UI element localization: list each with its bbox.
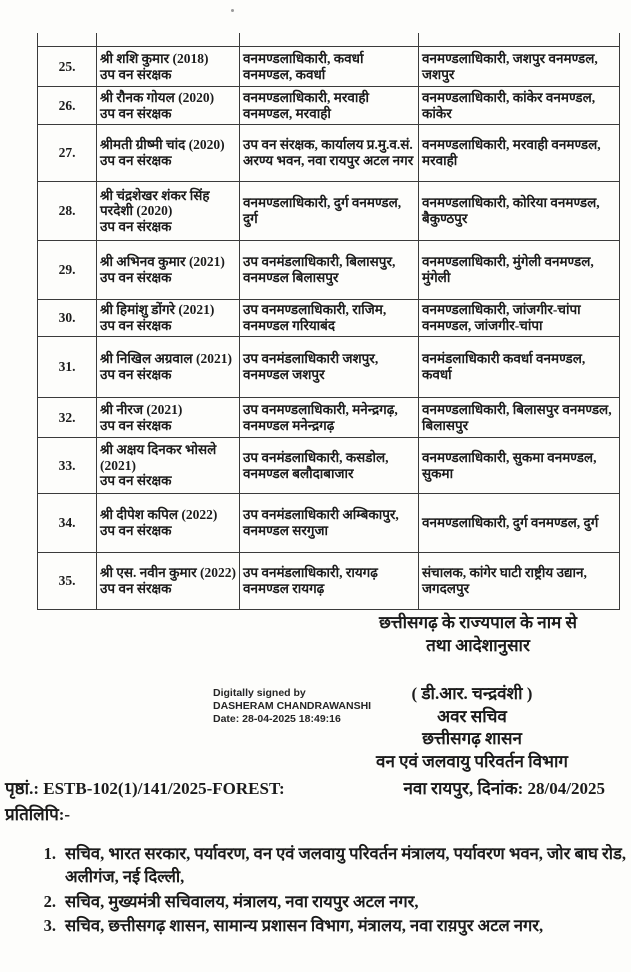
officer-name: श्री शशि कुमार (2018): [100, 50, 209, 66]
officer-name: श्री निखिल अग्रवाल (2021): [100, 351, 232, 367]
officer-name: श्री अक्षय दिनकर भोसले (2021): [100, 442, 217, 473]
new-posting-cell: वनमण्डलाधिकारी, जांजगीर-चांपा वनमण्डल, जांजगीर-चांपा: [419, 300, 620, 337]
officer-cell: [97, 438, 240, 494]
officer-name: श्रीमती ग्रीष्मी चांद (2020): [100, 137, 225, 153]
current-posting-cell: उप वनमंडलाधिकारी अम्बिकापुर, वनमण्डल सरगुजा: [240, 494, 419, 553]
officer-cell: [97, 300, 240, 337]
new-posting-cell: वनमण्डलाधिकारी, जशपुर वनमण्डल, जशपुर: [419, 47, 620, 87]
serial-cell: 29.: [38, 241, 97, 300]
closing-line-2: तथा आदेशानुसार: [426, 636, 530, 656]
closing-statement: [350, 611, 606, 658]
current-posting-cell: वनमण्डलाधिकारी, कवर्धा वनमण्डल, कवर्धा: [240, 47, 419, 87]
serial-cell: 32.: [38, 398, 97, 438]
officer-cell: [97, 398, 240, 438]
current-posting-cell: उप वनमण्डलाधिकारी, मनेन्द्रगढ़, वनमण्डल मनेन्द्रगढ़: [240, 398, 419, 438]
officer-name: श्री चंद्रशेखर शंकर सिंह परदेशी (2020): [100, 187, 210, 219]
serial-cell: 27.: [38, 125, 97, 182]
copy-item-text: सचिव, मुख्यमंत्री सचिवालय, मंत्रालय, नवा रायपुर अटल नगर,: [65, 891, 419, 911]
digital-signature-line-1: Digitally signed by: [213, 687, 306, 699]
officer-name: श्री अभिनव कुमार (2021): [100, 254, 225, 270]
table-row: [38, 47, 620, 87]
serial-cell: 28.: [38, 182, 97, 241]
current-posting-cell: [240, 33, 419, 47]
serial-cell: 26.: [38, 87, 97, 125]
signatory-name: ( डी.आर. चन्द्रवंशी ): [411, 684, 533, 703]
new-posting-cell: वनमण्डलाधिकारी, मरवाही वनमण्डल, मरवाही: [419, 125, 620, 182]
new-posting-cell: वनमण्डलाधिकारी, कोरिया वनमण्डल, बैकुण्ठपुर: [419, 182, 620, 241]
officer-designation: उप वन संरक्षक: [100, 270, 172, 285]
table-row: [38, 438, 620, 494]
officer-cell: [97, 87, 240, 125]
closing-line-1: छत्तीसगढ़ के राज्यपाल के नाम से: [378, 613, 578, 632]
officer-name: श्री एस. नवीन कुमार (2022): [100, 565, 236, 581]
current-posting-cell: उप वनमंडलाधिकारी, कसडोल, वनमण्डल बलौदाबाजार: [240, 438, 419, 494]
officer-name: श्री रौनक गोयल (2020): [100, 89, 215, 105]
officer-cell: [97, 125, 240, 182]
copy-item-text: सचिव, छत्तीसगढ़ शासन, सामान्य प्रशासन विभाग, मंत्रालय, नवा राय़पुर अटल नगर,: [65, 916, 544, 936]
serial-cell: 35.: [38, 553, 97, 610]
officer-designation: उप वन संरक्षक: [100, 318, 172, 333]
reference-number: पृष्ठां.: ESTB-102(1)/141/2025-FOREST:: [5, 779, 285, 798]
serial-cell: 31.: [38, 337, 97, 398]
table-row: [38, 398, 620, 438]
current-posting-cell: उप वनमण्डलाधिकारी, राजिम, वनमण्डल गरियाबंद: [240, 300, 419, 337]
copy-recipient-item: [36, 842, 626, 889]
officer-cell: [97, 553, 240, 610]
officer-designation: उप वन संरक्षक: [100, 153, 172, 168]
officer-designation: उप वन संरक्षक: [100, 473, 172, 489]
table-row: [38, 300, 620, 337]
serial-cell: [38, 33, 97, 47]
copy-item-text: सचिव, भारत सरकार, पर्यावरण, वन एवं जलवायु परिवर्तन मंत्रालय, पर्यावरण भवन, जोर बाघ रोड, अलीगंज, नई दिल्ली,: [65, 844, 626, 887]
officer-cell: [97, 241, 240, 300]
table-row: [38, 337, 620, 398]
table-row: [38, 553, 620, 610]
copy-item-number: 2.: [43, 891, 56, 911]
officer-name: श्री हिमांशु डोंगरे (2021): [100, 302, 215, 318]
signatory-block: [338, 683, 606, 773]
officer-name: श्री दीपेश कपिल (2022): [100, 507, 218, 523]
serial-cell: 34.: [38, 494, 97, 553]
officer-cell: [97, 33, 240, 47]
copy-heading: प्रतिलिपि:-: [5, 805, 71, 824]
officer-designation: उप वन संरक्षक: [100, 367, 172, 382]
new-posting-cell: वनमण्डलाधिकारी, मुंगेली वनमण्डल, मुंगेली: [419, 241, 620, 300]
serial-cell: 25.: [38, 47, 97, 87]
officer-designation: उप वन संरक्षक: [100, 523, 172, 538]
current-posting-cell: उप वन संरक्षक, कार्यालय प्र.मु.व.सं. अरण्य भवन, नवा रायपुर अटल नगर: [240, 125, 419, 182]
new-posting-cell: वनमण्डलाधिकारी, कांकेर वनमण्डल, कांकेर: [419, 87, 620, 125]
digital-signature-line-2: DASHERAM CHANDRAWANSHI: [213, 699, 372, 712]
table-row: [38, 241, 620, 300]
officer-cell: [97, 47, 240, 87]
officer-cell: [97, 182, 240, 241]
copy-recipient-item: [36, 914, 626, 937]
officer-designation: उप वन संरक्षक: [100, 105, 172, 121]
officer-name: श्री नीरज (2021): [100, 401, 183, 417]
current-posting-cell: उप वनमंडलाधिकारी, बिलासपुर, वनमण्डल बिलासपुर: [240, 241, 419, 300]
current-posting-cell: उप वनमंडलाधिकारी जशपुर, वनमण्डल जशपुर: [240, 337, 419, 398]
transfer-table-body: [38, 33, 620, 610]
table-row: [38, 87, 620, 125]
new-posting-cell: वनमण्डलाधिकारी, बिलासपुर वनमण्डल, बिलासपुर: [419, 398, 620, 438]
signatory-department: वन एवं जलवायु परिवर्तन विभाग: [376, 751, 568, 771]
table-row: [38, 182, 620, 241]
table-row: [38, 125, 620, 182]
signatory-government: छत्तीसगढ़ शासन: [422, 729, 522, 749]
officer-designation: उप वन संरक्षक: [100, 66, 172, 82]
new-posting-cell: वनमंडलाधिकारी कवर्धा वनमण्डल, कवर्धा: [419, 337, 620, 398]
copy-recipient-item: [36, 890, 626, 913]
table-row: [38, 494, 620, 553]
reference-line: [5, 776, 605, 799]
copy-item-number: 1.: [43, 844, 56, 863]
officer-designation: उप वन संरक्षक: [100, 581, 172, 596]
digital-signature-line-3: Date: 28-04-2025 18:49:16: [213, 712, 341, 725]
reference-place-date: नवा रायपुर, दिनांक: 28/04/2025: [403, 779, 605, 798]
new-posting-cell: [419, 33, 620, 47]
table-row-cropped: [38, 33, 620, 47]
transfer-table: [37, 33, 620, 610]
officer-designation: उप वन संरक्षक: [100, 417, 172, 433]
scan-artifact-dot: [231, 9, 234, 12]
current-posting-cell: वनमण्डलाधिकारी, मरवाही वनमण्डल, मरवाही: [240, 87, 419, 125]
copy-item-number: 3.: [43, 916, 56, 936]
serial-cell: 30.: [38, 300, 97, 337]
signatory-title: अवर सचिव: [437, 706, 507, 726]
current-posting-cell: उप वनमंडलाधिकारी, रायगढ़ वनमण्डल रायगढ़: [240, 553, 419, 610]
new-posting-cell: संचालक, कांगेर घाटी राष्ट्रीय उद्यान, जगदलपुर: [419, 553, 620, 610]
copy-recipient-list: [36, 842, 626, 939]
officer-designation: उप वन संरक्षक: [100, 218, 172, 234]
officer-cell: [97, 494, 240, 553]
current-posting-cell: वनमण्डलाधिकारी, दुर्ग वनमण्डल, दुर्ग: [240, 182, 419, 241]
serial-cell: 33.: [38, 438, 97, 494]
new-posting-cell: वनमण्डलाधिकारी, दुर्ग वनमण्डल, दुर्ग: [419, 494, 620, 553]
officer-cell: [97, 337, 240, 398]
new-posting-cell: वनमण्डलाधिकारी, सुकमा वनमण्डल, सुकमा: [419, 438, 620, 494]
